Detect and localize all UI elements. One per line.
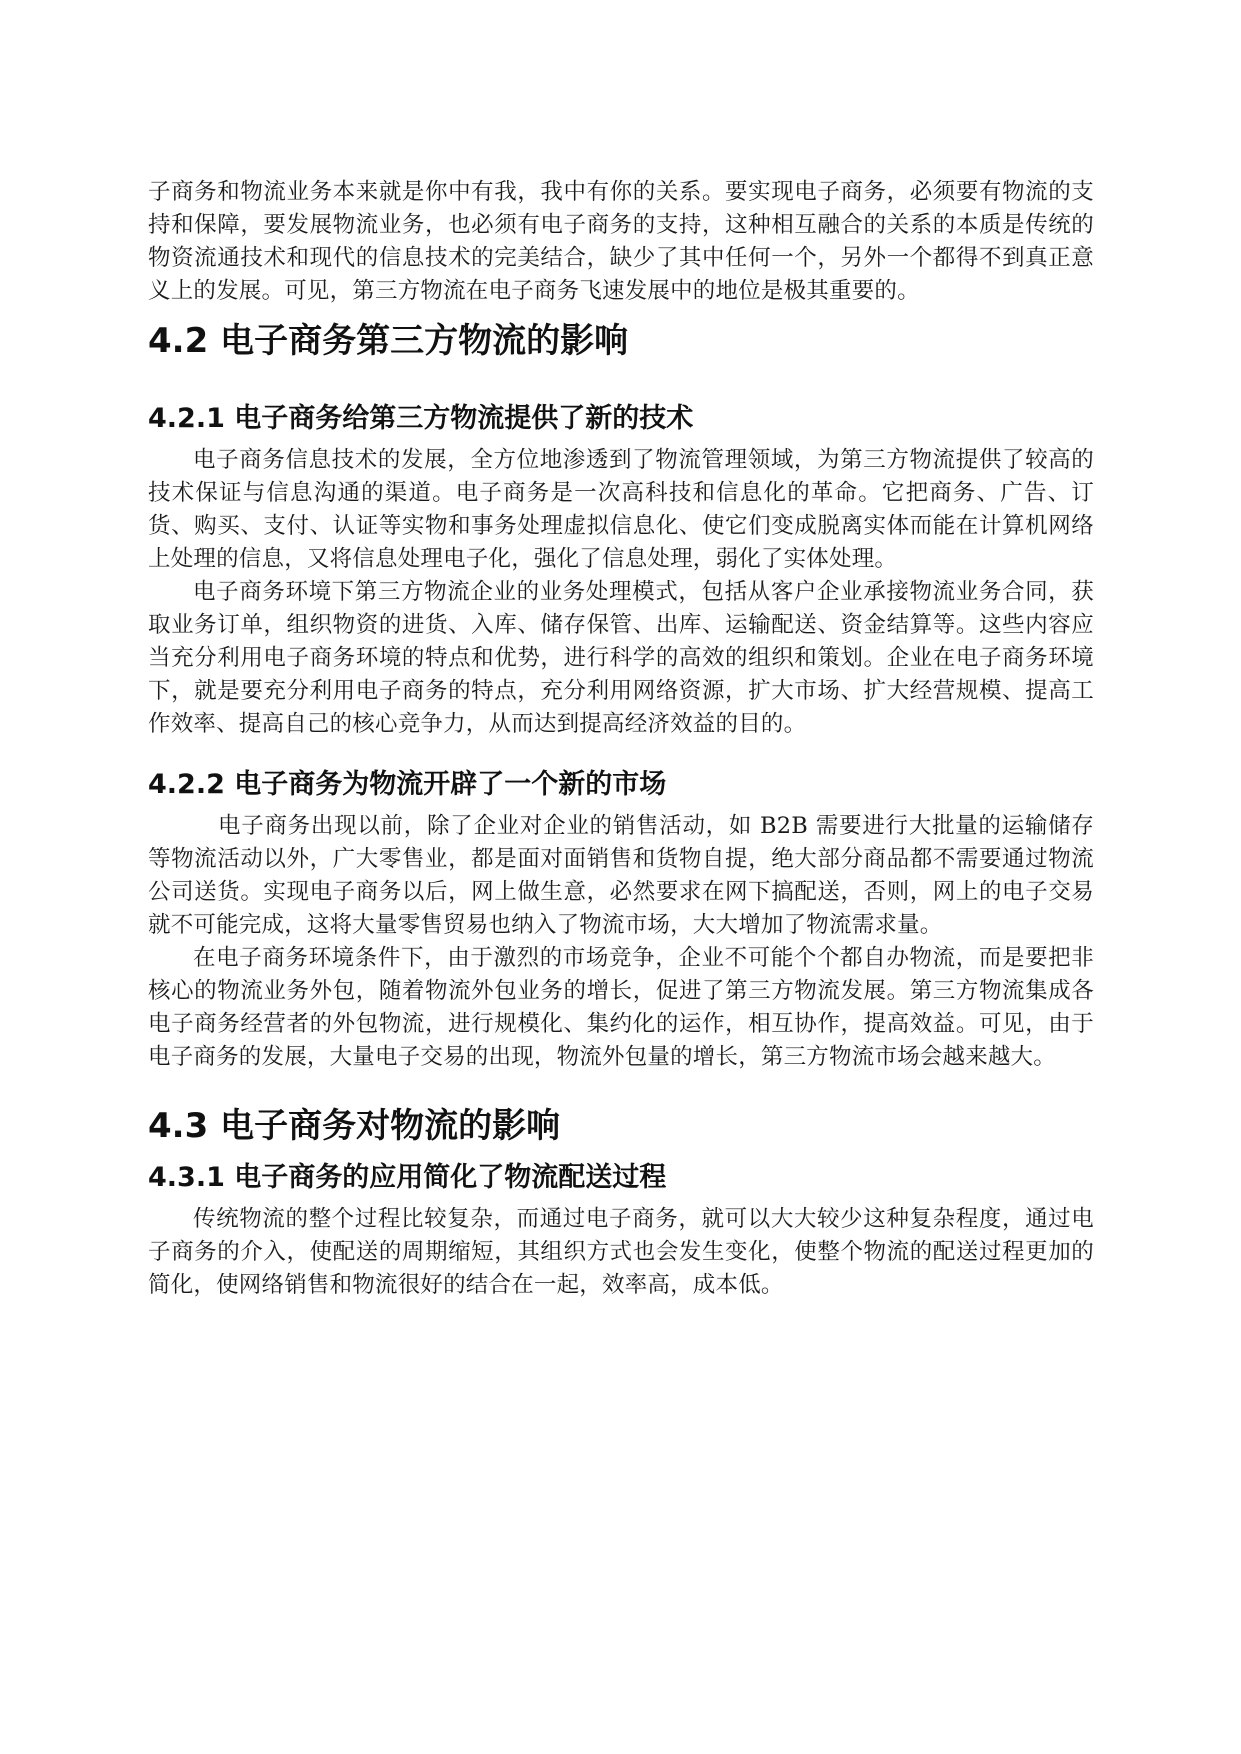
intro-paragraph: 子商务和物流业务本来就是你中有我，我中有你的关系。要实现电子商务，必须要有物流的支持和保障，要发展物流业务，也必须有电子商务的支持，这种相互融合的关系的本质是传统的物资流通技术和现代的信息技术的完美结合，缺少了其中任何一个，另外一个都得不到真正意义上的发展。可见，第三方物流在电子商务飞速发展中的地位是极其重要的。 [148, 179, 1094, 304]
paragraph-4-2-2-a: 电子商务出现以前，除了企业对企业的销售活动，如 B2B 需要进行大批量的运输储存等物流活动以外，广大零售业，都是面对面销售和货物自提，绝大部分商品都不需要通过物流公司送货。实现电子商务以后，网上做生意，必然要求在网下搞配送，否则，网上的电子交易就不可能完成，这将大量零售贸易也纳入了物流市场，大大增加了物流需求量。 [148, 813, 1094, 938]
subsection-4-2-1-heading: 4.2.1 电子商务给第三方物流提供了新的技术 [148, 403, 694, 434]
paragraph-4-2-1-b: 电子商务环境下第三方物流企业的业务处理模式，包括从客户企业承接物流业务合同，获取业务订单，组织物资的进货、入库、储存保管、出库、运输配送、资金结算等。这些内容应当充分利用电子商务环境的特点和优势，进行科学的高效的组织和策划。企业在电子商务环境下，就是要充分利用电子商务的特点，充分利用网络资源，扩大市场、扩大经营规模、提高工作效率、提高自己的核心竞争力，从而达到提高经济效益的目的。 [148, 579, 1094, 737]
section-4-2-heading: 4.2 电子商务第三方物流的影响 [148, 321, 629, 361]
document-page [148, 176, 1094, 1302]
paragraph-4-2-1-a: 电子商务信息技术的发展，全方位地渗透到了物流管理领域，为第三方物流提供了较高的技术保证与信息沟通的渠道。电子商务是一次高科技和信息化的革命。它把商务、广告、订货、购买、支付、认证等实物和事务处理虚拟信息化、使它们变成脱离实体而能在计算机网络上处理的信息，又将信息处理电子化，强化了信息处理，弱化了实体处理。 [148, 447, 1094, 572]
paragraph-4-3-1-a: 传统物流的整个过程比较复杂，而通过电子商务，就可以大大较少这种复杂程度，通过电子商务的介入，使配送的周期缩短，其组织方式也会发生变化，使整个物流的配送过程更加的简化，使网络销售和物流很好的结合在一起，效率高，成本低。 [148, 1206, 1094, 1298]
section-4-3-heading: 4.3 电子商务对物流的影响 [148, 1106, 561, 1146]
subsection-4-3-1-heading: 4.3.1 电子商务的应用简化了物流配送过程 [148, 1162, 667, 1193]
subsection-4-2-2-heading: 4.2.2 电子商务为物流开辟了一个新的市场 [148, 769, 667, 800]
paragraph-4-2-2-b: 在电子商务环境条件下，由于激烈的市场竞争，企业不可能个个都自办物流，而是要把非核心的物流业务外包，随着物流外包业务的增长，促进了第三方物流发展。第三方物流集成各电子商务经营者的外包物流，进行规模化、集约化的运作，相互协作，提高效益。可见，由于电子商务的发展，大量电子交易的出现，物流外包量的增长，第三方物流市场会越来越大。 [148, 945, 1094, 1070]
